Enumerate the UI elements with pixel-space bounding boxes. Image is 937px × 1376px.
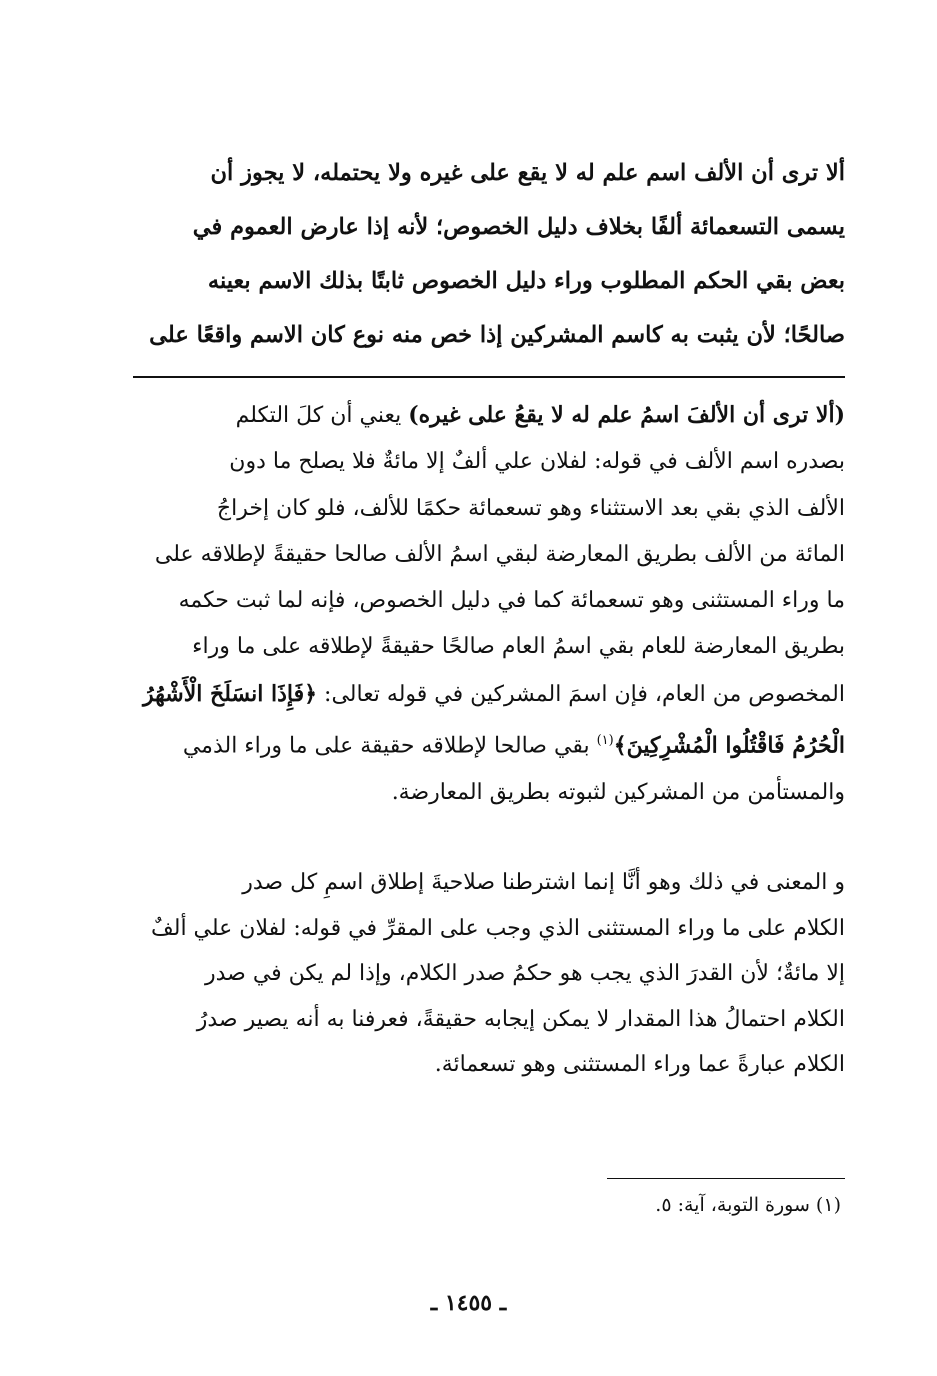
sharh-line (133, 718, 845, 770)
sharh-paragraph (133, 392, 845, 816)
sharh-line: المائة من الألف بطريق المعارضة لبقي اسمُ الألف صالحا حقيقةً لإطلاقه على (154, 541, 845, 567)
quoted-matn-phrase: (ألا ترى أن الألفَ اسمُ علم له لا يقعُ على غيره) (408, 402, 845, 428)
second-paragraph (133, 860, 845, 1088)
paragraph-line: و المعنى في ذلك وهو أنَّا إنما اشترطنا صلاحيةَ إطلاق اسمِ كل صدر (242, 870, 845, 895)
sharh-line: بطريق المعارضة للعام بقي اسمُ العام صالحًا حقيقةً لإطلاقه على ما وراء (192, 634, 845, 660)
quran-verse: ﴿فَإِذَا انسَلَخَ الْأَشْهُرُ (142, 680, 318, 707)
sharh-text: بقي صالحا لإطلاقه حقيقة على ما وراء الذمي (182, 733, 597, 759)
sharh-line: الألف الذي بقي بعد الاستثناء وهو تسعمائة حكمًا للألف، فلو كان إخراجُ (216, 495, 845, 521)
footnote-reference[interactable]: (١) (596, 733, 614, 749)
paragraph-line: إلا مائةٌ؛ لأن القدرَ الذي يجب هو حكمُ صدر الكلام، وإذا لم يكن في صدر (204, 961, 845, 987)
sharh-line (133, 392, 845, 439)
matn-sharh-divider (133, 376, 845, 378)
footnote: (١) سورة التوبة، آية: ٥. (655, 1194, 841, 1216)
footnote-divider (607, 1178, 845, 1179)
page-number: ـ ١٤٥٥ ـ (430, 1290, 507, 1316)
matn-line: بعض بقي الحكم المطلوب وراء دليل الخصوص ثابتًا بذلك الاسم بعينه (207, 268, 845, 294)
paragraph-line: الكلام على ما وراء المستثنى الذي وجب على المقرِّ في قوله: لفلان علي ألفٌ (150, 915, 845, 941)
sharh-text: يعني أن كلَ التكلم (235, 403, 409, 428)
sharh-line (133, 671, 845, 718)
sharh-line: بصدره اسم الألف في قوله: لفلان علي ألفٌ إلا مائةٌ فلا يصلح ما دون (229, 449, 845, 475)
matn-paragraph (133, 146, 845, 362)
quran-verse: الْحُرُمُ فَاقْتُلُوا الْمُشْرِكِينَ﴾ (613, 732, 845, 759)
matn-line: ألا ترى أن الألف اسم علم له لا يقع على غيره ولا يحتمله، لا يجوز أن (210, 160, 845, 186)
sharh-line: ما وراء المستثنى وهو تسعمائة كما في دليل الخصوص، فإنه لما ثبت حكمه (178, 588, 845, 614)
paragraph-line: الكلام عبارةً عما وراء المستثنى وهو تسعمائة. (434, 1052, 845, 1078)
sharh-line: والمستأمن من المشركين لثبوته بطريق المعارضة. (391, 779, 845, 805)
paragraph-line: الكلام احتمالُ هذا المقدار لا يمكن إيجابه حقيقةً، فعرفنا به أنه يصير صدرُ (196, 1006, 845, 1032)
matn-line: صالحًا؛ لأن يثبت به كاسم المشركين إذا خص منه نوع كان الاسم واقعًا على (149, 322, 845, 348)
matn-line: يسمى التسعمائة ألفًا بخلاف دليل الخصوص؛ لأنه إذا عارض العموم في (192, 214, 845, 240)
sharh-text: المخصوص من العام، فإن اسمَ المشركين في قوله تعالى: (317, 681, 845, 707)
